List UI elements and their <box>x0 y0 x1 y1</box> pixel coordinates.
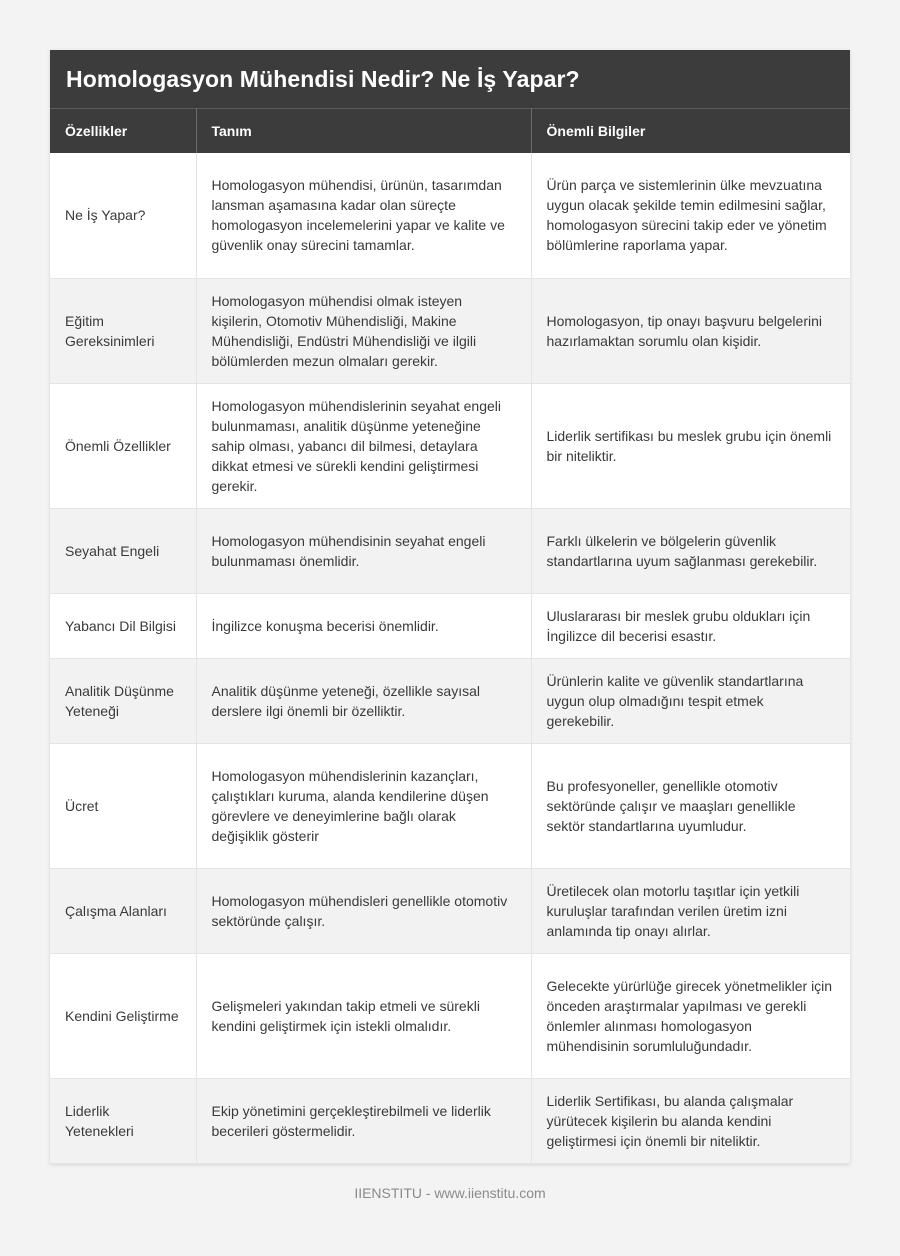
feature-cell: Önemli Özellikler <box>50 383 196 508</box>
definition-cell: Ekip yönetimini gerçekleştirebilmeli ve liderlik becerileri göstermelidir. <box>196 1078 531 1163</box>
page-title: Homologasyon Mühendisi Nedir? Ne İş Yapar? <box>66 65 580 92</box>
definition-cell: Homologasyon mühendisi olmak isteyen kişilerin, Otomotiv Mühendisliği, Makine Mühendisliği, Endüstri Mühendisliği ve ilgili bölümlerden mezun olmaları gerekir. <box>196 278 531 383</box>
column-header-definition: Tanım <box>196 109 531 154</box>
feature-cell: Çalışma Alanları <box>50 868 196 953</box>
table-row <box>50 383 850 508</box>
definition-cell: Homologasyon mühendislerinin kazançları, çalıştıkları kuruma, alanda kendilerine düşen görevlere ve deneyimlerine bağlı olarak değişiklik gösterir <box>196 743 531 868</box>
definition-cell: Analitik düşünme yeteneği, özellikle sayısal derslere ilgi önemli bir özelliktir. <box>196 658 531 743</box>
definition-cell: Homologasyon mühendislerinin seyahat engeli bulunmaması, analitik düşünme yeteneğine sahip olması, yabancı dil bilmesi, detaylara dikkat etmesi ve sürekli kendini geliştirmesi gerekir. <box>196 383 531 508</box>
table-row <box>50 508 850 593</box>
info-cell: Gelecekte yürürlüğe girecek yönetmelikler için önceden araştırmalar yapılması ve gerekli önlemler alınması homologasyon mühendisinin sorumluluğundadır. <box>531 953 850 1078</box>
info-cell: Farklı ülkelerin ve bölgelerin güvenlik standartlarına uyum sağlanması gerekebilir. <box>531 508 850 593</box>
title-bar <box>50 50 850 108</box>
definition-cell: Gelişmeleri yakından takip etmeli ve sürekli kendini geliştirmek için istekli olmalıdır. <box>196 953 531 1078</box>
definition-cell: Homologasyon mühendisinin seyahat engeli bulunmaması önemlidir. <box>196 508 531 593</box>
table-row <box>50 953 850 1078</box>
feature-cell: Ne İş Yapar? <box>50 153 196 278</box>
definition-cell: Homologasyon mühendisleri genellikle otomotiv sektöründe çalışır. <box>196 868 531 953</box>
table-row <box>50 593 850 658</box>
info-table-card <box>50 50 850 1164</box>
footer-source: IIENSTITU - www.iienstitu.com <box>354 1185 546 1201</box>
feature-cell: Ücret <box>50 743 196 868</box>
feature-cell: Yabancı Dil Bilgisi <box>50 593 196 658</box>
definition-cell: Homologasyon mühendisi, ürünün, tasarımdan lansman aşamasına kadar olan süreçte homologasyon incelemelerini yapar ve kalite ve güvenlik onay sürecini tamamlar. <box>196 153 531 278</box>
table-row <box>50 743 850 868</box>
column-header-important-info: Önemli Bilgiler <box>531 109 850 154</box>
info-table <box>50 108 850 1164</box>
column-header-features: Özellikler <box>50 109 196 154</box>
table-row <box>50 278 850 383</box>
feature-cell: Seyahat Engeli <box>50 508 196 593</box>
feature-cell: Kendini Geliştirme <box>50 953 196 1078</box>
info-cell: Uluslararası bir meslek grubu oldukları için İngilizce dil becerisi esastır. <box>531 593 850 658</box>
info-cell: Liderlik Sertifikası, bu alanda çalışmalar yürütecek kişilerin bu alanda kendini geliştirmesi için önemli bir niteliktir. <box>531 1078 850 1163</box>
table-row <box>50 868 850 953</box>
definition-cell: İngilizce konuşma becerisi önemlidir. <box>196 593 531 658</box>
feature-cell: Analitik Düşünme Yeteneği <box>50 658 196 743</box>
info-cell: Liderlik sertifikası bu meslek grubu için önemli bir niteliktir. <box>531 383 850 508</box>
info-cell: Homologasyon, tip onayı başvuru belgelerini hazırlamaktan sorumlu olan kişidir. <box>531 278 850 383</box>
feature-cell: Liderlik Yetenekleri <box>50 1078 196 1163</box>
table-row <box>50 658 850 743</box>
info-cell: Ürün parça ve sistemlerinin ülke mevzuatına uygun olacak şekilde temin edilmesini sağlar, homologasyon sürecini takip eder ve yönetim bölümlerine raporlama yapar. <box>531 153 850 278</box>
table-row <box>50 1078 850 1163</box>
table-header-row <box>50 109 850 154</box>
info-cell: Bu profesyoneller, genellikle otomotiv sektöründe çalışır ve maaşları genellikle sektör standartlarına uyumludur. <box>531 743 850 868</box>
table-row <box>50 153 850 278</box>
info-cell: Üretilecek olan motorlu taşıtlar için yetkili kuruluşlar tarafından verilen üretim izni anlamında tip onayı alırlar. <box>531 868 850 953</box>
feature-cell: Eğitim Gereksinimleri <box>50 278 196 383</box>
info-cell: Ürünlerin kalite ve güvenlik standartlarına uygun olup olmadığını tespit etmek gerekebilir. <box>531 658 850 743</box>
